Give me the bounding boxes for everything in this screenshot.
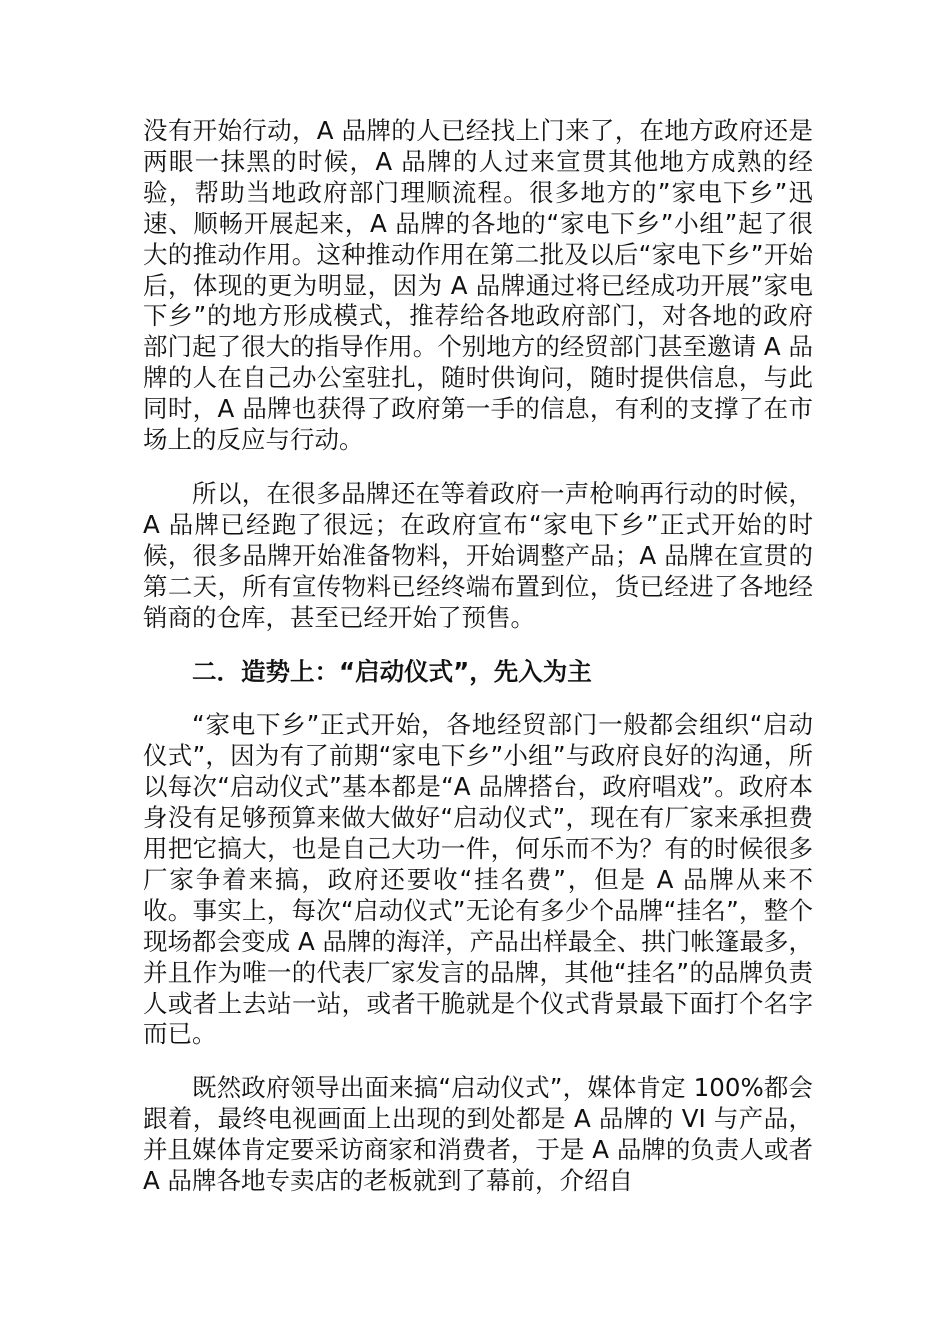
paragraph-launch-ceremony: “家电下乡”正式开始，各地经贸部门一般都会组织“启动仪式”，因为有了前期“家电下乡”小组”与政府良好的沟通，所以每次“启动仪式”基本都是“A 品牌搭台，政府唱戏”。政府本身没有足够预算来做大做好“启动仪式”，现在有厂家来承担费用把它搞大，也是自己大功一件，何乐而不为？有的时候很多厂家争着来搞，政府还要收“挂名费”，但是 A 品牌从来不收。事实上，每次“启动仪式”无论有多少个品牌“挂名”，整个现场都会变成 A 品牌的海洋，产品出样最全、拱门帐篷最多，并且作为唯一的代表厂家发言的品牌，其他“挂名”的品牌负责人或者上去站一站，或者干脆就是个仪式背景最下面打个名字而已。 — [143, 710, 813, 1049]
document-body — [143, 116, 813, 1197]
paragraph-summary: 所以，在很多品牌还在等着政府一声枪响再行动的时候，A 品牌已经跑了很远；在政府宣布“家电下乡”正式开始的时候，很多品牌开始准备物料，开始调整产品；A 品牌在宣贯的第二天，所有宣传物料已经终端布置到位，货已经进了各地经销商的仓库，甚至已经开始了预售。 — [143, 478, 813, 632]
section-heading: 二．造势上：“启动仪式”，先入为主 — [192, 656, 592, 686]
paragraph-continuation: 没有开始行动，A 品牌的人已经找上门来了，在地方政府还是两眼一抹黑的时候，A 品牌的人过来宣贯其他地方成熟的经验，帮助当地政府部门理顺流程。很多地方的”家电下乡”迅速、顺畅开展起来，A 品牌的各地的“家电下乡”小组”起了很大的推动作用。这种推动作用在第二批及以后“家电下乡”开始后，体现的更为明显，因为 A 品牌通过将已经成功开展”家电下乡”的地方形成模式，推荐给各地政府部门，对各地的政府部门起了很大的指导作用。个别地方的经贸部门甚至邀请 A 品牌的人在自己办公室驻扎，随时供询问，随时提供信息，与此同时，A 品牌也获得了政府第一手的信息，有利的支撑了在市场上的反应与行动。 — [143, 116, 813, 455]
paragraph-media: 既然政府领导出面来搞“启动仪式”，媒体肯定 100%都会跟着，最终电视画面上出现的到处都是 A 品牌的 VI 与产品，并且媒体肯定要采访商家和消费者，于是 A 品牌的负责人或者 A 品牌各地专卖店的老板就到了幕前，介绍自 — [143, 1073, 813, 1196]
